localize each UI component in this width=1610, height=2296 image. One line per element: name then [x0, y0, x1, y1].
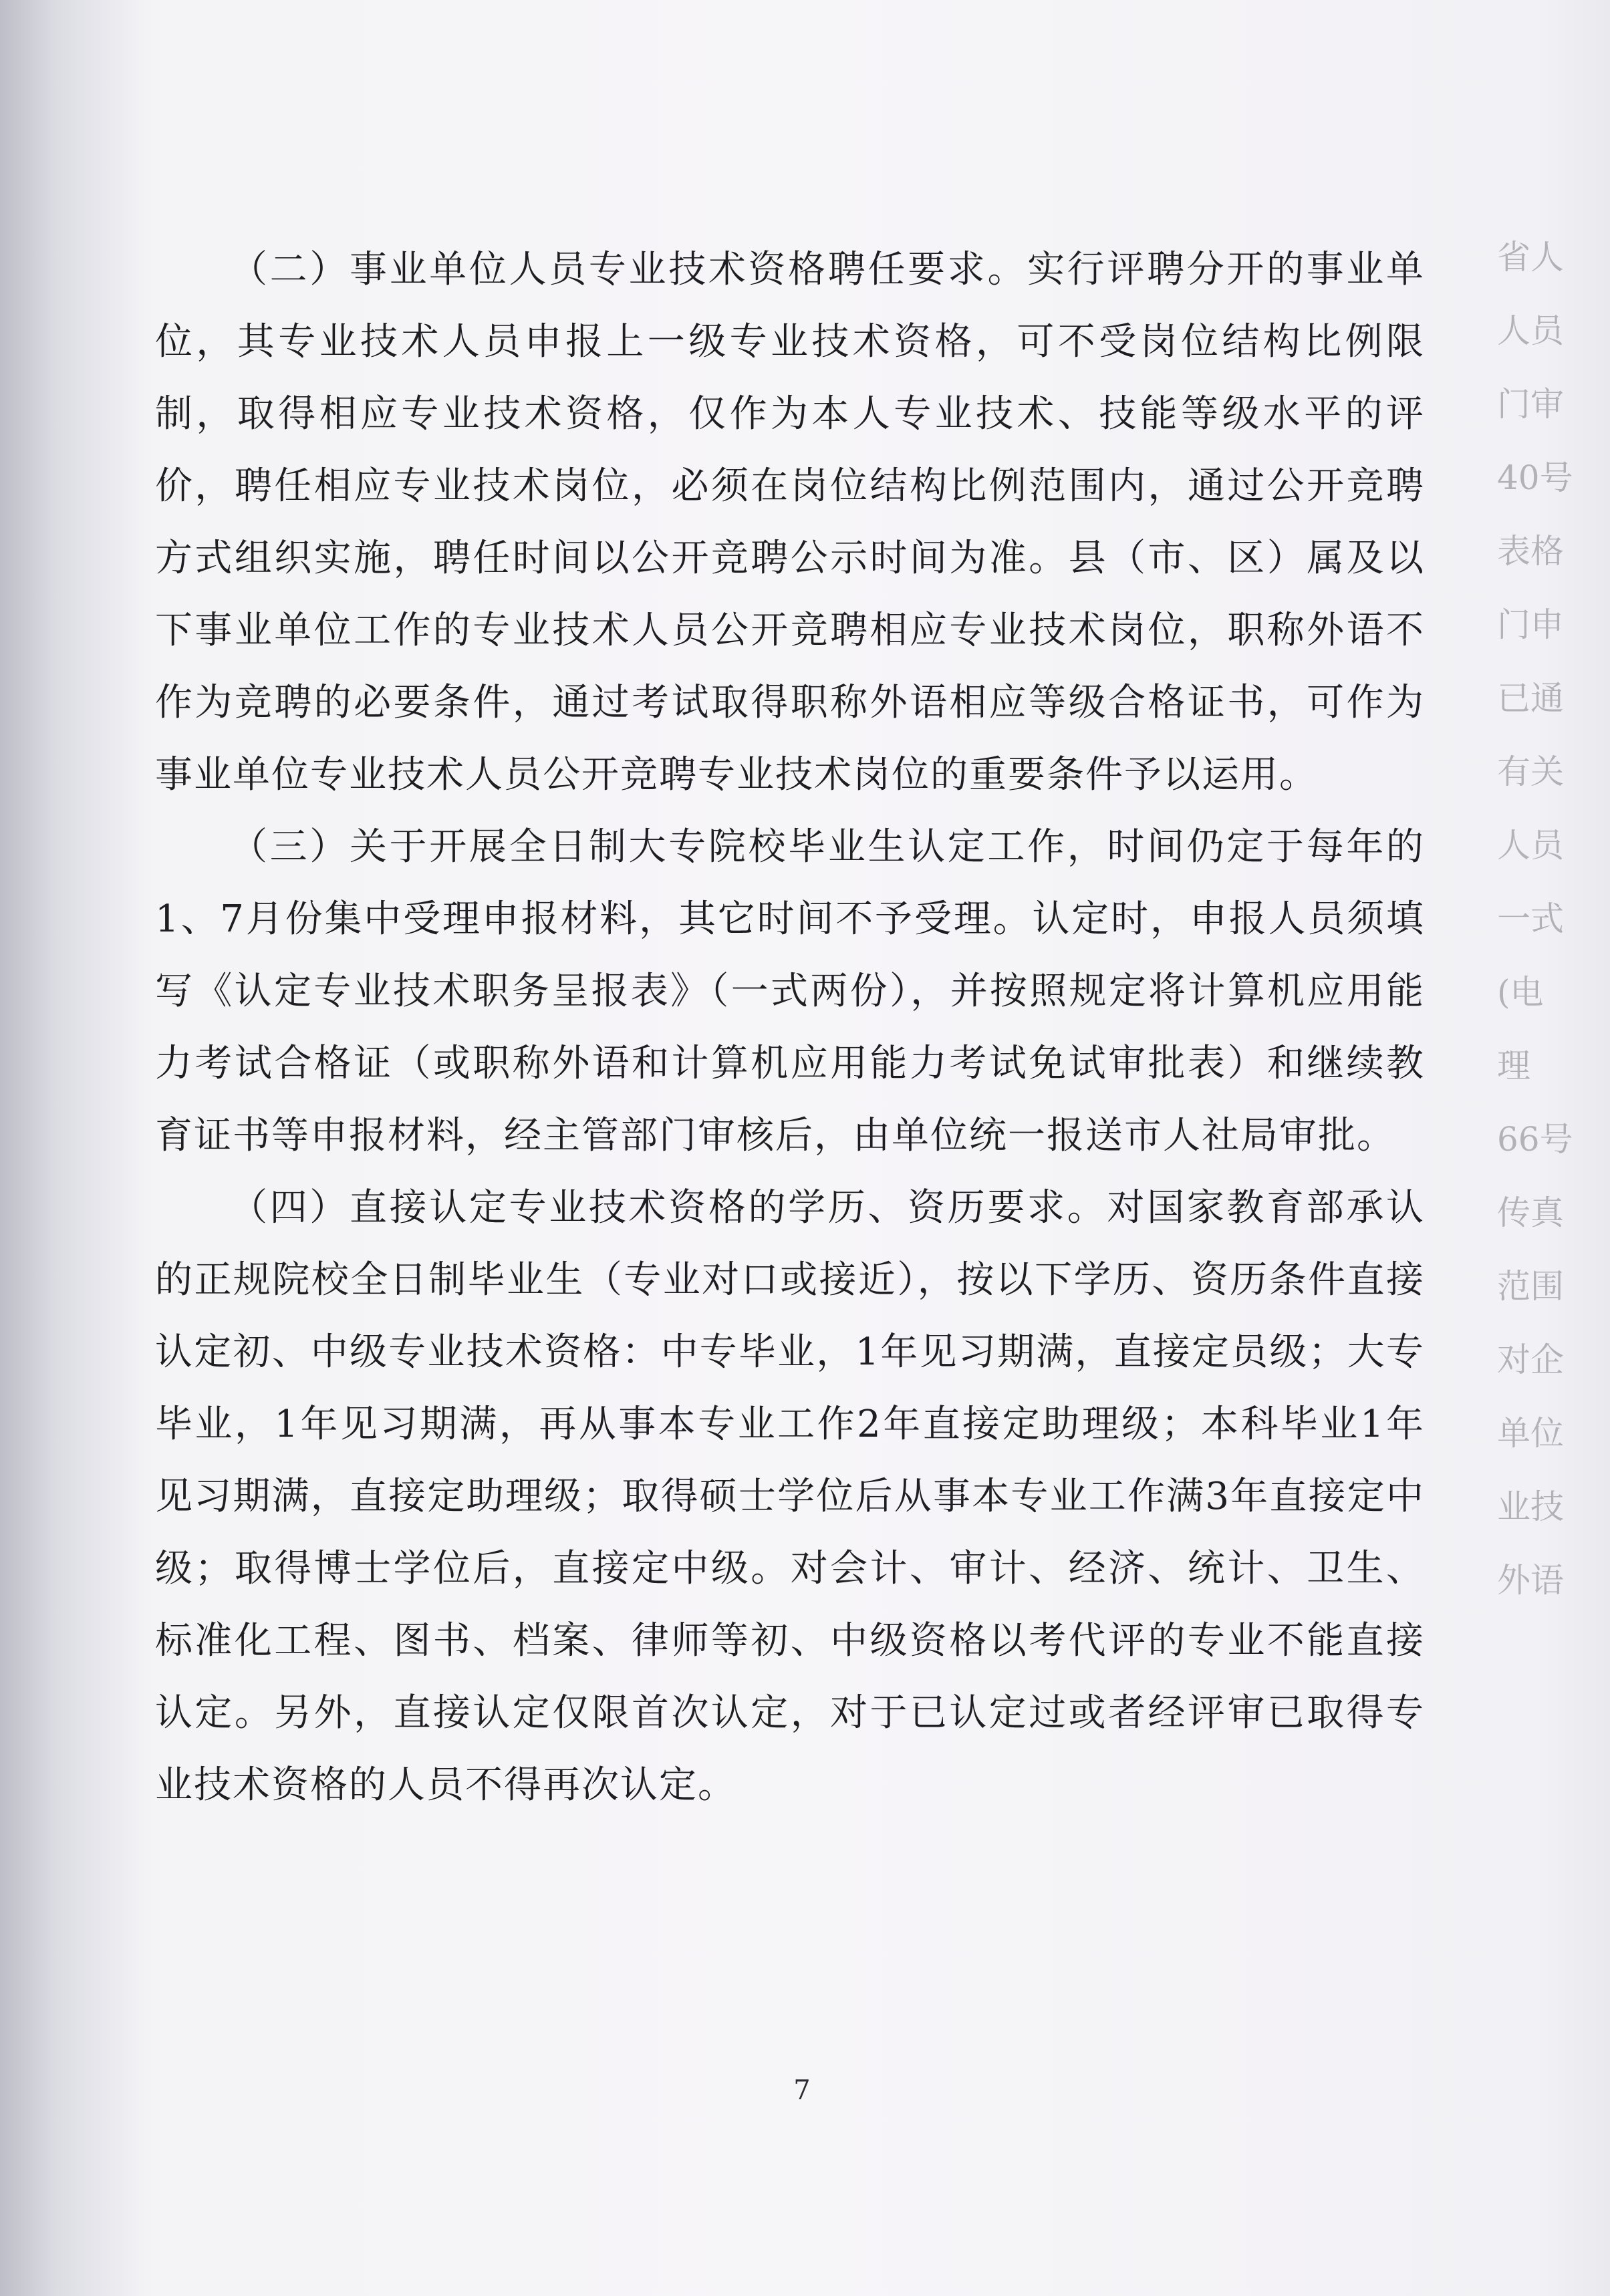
paragraph-2-appointment-requirements: （二）事业单位人员专业技术资格聘任要求。实行评聘分开的事业单位，其专业技术人员申报上一级专业技术资格，可不受岗位结构比例限制，取得相应专业技术资格，仅作为本人专业技术、技能等级水平的评价，聘任相应专业技术岗位，必须在岗位结构比例范围内，通过公开竞聘方式组织实施，聘任时间以公开竞聘公示时间为准。县（市、区）属及以下事业单位工作的专业技术人员公开竞聘相应专业技术岗位，职称外语不作为竞聘的必要条件，通过考试取得职称外语相应等级合格证书，可作为事业单位专业技术人员公开竞聘专业技术岗位的重要条件予以运用。 — [155, 248, 1425, 797]
bleed-line: (电 — [1497, 973, 1544, 1012]
bleed-through-text — [1497, 221, 1604, 2025]
bleed-line: 门审 — [1497, 385, 1564, 424]
document-body — [155, 234, 1425, 1822]
paragraph-3-graduate-certification: （三）关于开展全日制大专院校毕业生认定工作，时间仍定于每年的1、7月份集中受理申报材料，其它时间不予受理。认定时，申报人员须填写《认定专业技术职务呈报表》（一式两份），并按照规定将计算机应用能力考试合格证（或职称外语和计算机应用能力考试免试审批表）和继续教育证书等申报材料，经主管部门审核后，由单位统一报送市人社局审批。 — [155, 825, 1425, 1157]
paragraph-4-direct-certification: （四）直接认定专业技术资格的学历、资历要求。对国家教育部承认的正规院校全日制毕业生（专业对口或接近），按以下学历、资历条件直接认定初、中级专业技术资格：中专毕业，1年见习期满，直接定员级；大专毕业，1年见习期满，再从事本专业工作2年直接定助理级；本科毕业1年见习期满，直接定助理级；取得硕士学位后从事本专业工作满3年直接定中级；取得博士学位后，直接定中级。对会计、审计、经济、统计、卫生、标准化工程、图书、档案、律师等初、中级资格以考代评的专业不能直接认定。另外，直接认定仅限首次认定，对于已认定过或者经评审已取得专业技术资格的人员不得再次认定。 — [155, 1186, 1425, 1807]
bleed-line: 一式 — [1497, 899, 1564, 938]
bleed-line: 业技 — [1497, 1487, 1564, 1526]
bleed-line: 理 — [1497, 1046, 1530, 1085]
bleed-line: 66号 — [1497, 1120, 1573, 1159]
bleed-line: 省人 — [1497, 238, 1564, 277]
bleed-line: 范围 — [1497, 1267, 1564, 1306]
bleed-line: 有关 — [1497, 752, 1564, 791]
bleed-line: 表格 — [1497, 532, 1564, 571]
page-number: 7 — [793, 2075, 811, 2106]
bleed-line: 外语 — [1497, 1561, 1564, 1600]
bleed-line: 人员 — [1497, 826, 1564, 865]
bleed-line: 对企 — [1497, 1340, 1564, 1379]
bleed-line: 人员 — [1497, 311, 1564, 350]
bleed-line: 传真 — [1497, 1193, 1564, 1232]
bleed-line: 单位 — [1497, 1414, 1564, 1453]
binding-shadow — [0, 0, 140, 2296]
bleed-line: 40号 — [1497, 458, 1573, 497]
bleed-line: 门申 — [1497, 605, 1564, 644]
bleed-line: 已通 — [1497, 679, 1564, 718]
